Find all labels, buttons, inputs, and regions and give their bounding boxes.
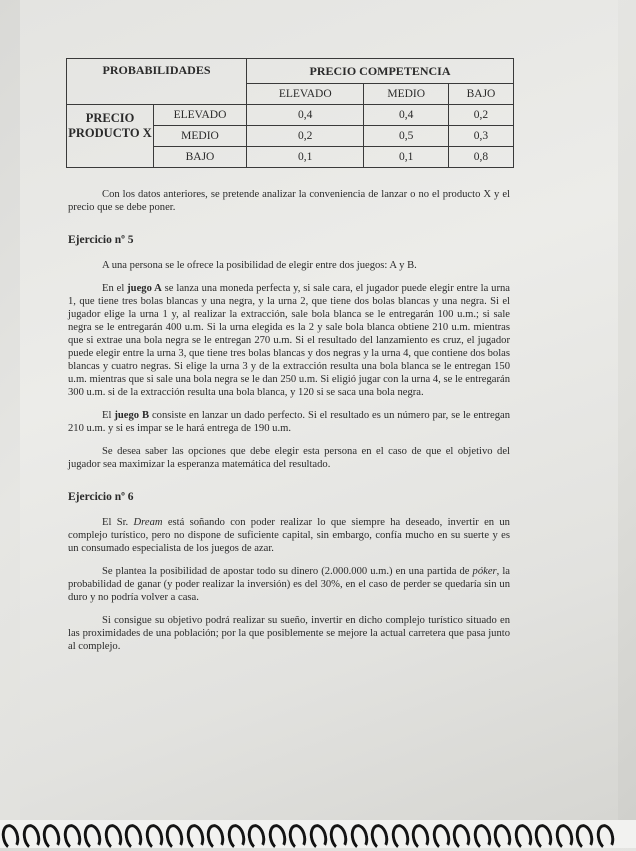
spiral-coil [430,823,452,851]
spiral-coil [450,823,472,851]
col-header-bajo: BAJO [448,84,513,105]
text-span: En el [102,283,128,294]
spiral-coil [307,823,329,851]
table-cell: 0,4 [247,105,364,126]
row-label-elevado: ELEVADO [154,105,247,126]
exercise-6-paragraph-2 [68,565,510,604]
text-span: , la probabilidad de ganar (y poder realizar la inversión) es del 30%, en el caso de perder se quedaría sin un duro y no podría volver a casa. [68,566,510,603]
table-cell: 0,2 [247,126,364,147]
exercise-6-paragraph-3: Si consigue su objetivo podrá realizar su sueño, invertir en dicho complejo turístico situado en las proximidades de una población; por la que posiblemente se mejore la actual carretera que pasa junto al complejo. [68,615,510,652]
table-cell: 0,4 [364,105,448,126]
spiral-coil [491,823,513,851]
document-body [68,188,510,663]
table-cell: 0,2 [448,105,513,126]
col-header-elevado: ELEVADO [247,84,364,105]
spiral-coil [122,823,144,851]
exercise-6-title: Ejercicio nº 6 [68,491,134,503]
spiral-coil [40,823,62,851]
table-cell: 0,1 [247,147,364,168]
text-span: El Sr. [102,517,134,528]
spiral-coil [163,823,185,851]
spiral-coil [327,823,349,851]
table-cell: 0,8 [448,147,513,168]
row-label-medio: MEDIO [154,126,247,147]
spiral-coil [20,823,42,851]
spiral-coil [266,823,288,851]
spiral-coil [225,823,247,851]
intro-paragraph: Con los datos anteriores, se pretende analizar la conveniencia de lanzar o no el producto X y el precio que se debe poner. [68,189,510,213]
table-cell: 0,3 [448,126,513,147]
spiral-coil [143,823,165,851]
game-a-term: juego A [127,283,162,294]
spiral-binding [0,820,636,848]
spiral-coil [553,823,575,851]
spiral-coil [532,823,554,851]
probability-table [66,58,514,168]
spiral-coil [61,823,83,851]
spiral-coil [573,823,595,851]
spiral-coil [184,823,206,851]
text-span: consiste en lanzar un dado perfecto. Si el resultado es un número par, se le entregan 210 u.m. y si es impar se le hará entrega de 190 u.m. [68,410,510,434]
spiral-coil [389,823,411,851]
spiral-coil [286,823,308,851]
table-corner-header: PROBABILIDADES [67,59,247,105]
spiral-coil [512,823,534,851]
col-header-medio: MEDIO [364,84,448,105]
exercise-6-paragraph-1 [68,516,510,555]
table-group-header: PRECIO COMPETENCIA [247,59,514,84]
exercise-5-paragraph-4: Se desea saber las opciones que debe elegir esta persona en el caso de que el objetivo del jugador sea maximizar la esperanza matemática del resultado. [68,446,510,470]
table-cell: 0,1 [364,147,448,168]
exercise-5-title: Ejercicio nº 5 [68,234,134,246]
exercise-5-paragraph-3 [68,409,510,435]
dream-term: Dream [133,517,163,528]
spiral-coil [81,823,103,851]
spiral-coil [102,823,124,851]
spiral-coil [0,823,22,851]
spiral-coil [409,823,431,851]
text-span: está soñando con poder realizar lo que siempre ha deseado, invertir en un complejo turístico, pero no dispone de suficiente capital, sin embargo, confía mucho en su suerte y es un consumado especialista de los juegos de azar. [68,517,510,554]
spiral-coil [348,823,370,851]
spiral-coil [204,823,226,851]
spiral-coil [471,823,493,851]
spiral-coil [368,823,390,851]
text-span: se lanza una moneda perfecta y, si sale cara, el jugador puede elegir entre la urna 1, que tiene tres bolas blancas y una negra, y la urna 2, que tiene dos bolas blancas y una negra. Si el jugador elige la urna 1 y, al realizar la extracción, sale bola blanca se le entregarán 100 u.m.; si sale negra se le entregarán 400 u.m. Si la urna elegida es la 2 y sale bola blanca obtiene 210 u.m. mientras que si extrae una bola negra se le entregan 270 u.m. Si el resultado del lanzamiento es cruz, el jugador puede elegir entre la urna 3, que tiene tres bolas blancas y dos negras y la urna 4, que contiene dos bolas blancas y cuatro negras. Si elige la urna 3 y de la extracción resulta una bola blanca se le entregan 150 u.m. mientras que si sale una bola negra se le dan 250 u.m. Si eligió jugar con la urna 4, se le entregarán 300 u.m. si de la extracción resulta una bola blanca, y 120 si se saca una bola negra. [68,283,510,398]
exercise-5-paragraph-2 [68,282,510,399]
row-label-bajo: BAJO [154,147,247,168]
spiral-coil [245,823,267,851]
row-group-label: PRECIO PRODUCTO X [67,105,154,168]
table-cell: 0,5 [364,126,448,147]
text-span: Se plantea la posibilidad de apostar todo su dinero (2.000.000 u.m.) en una partida de [102,566,473,577]
poker-term: póker [472,566,497,577]
spiral-coil [594,823,616,851]
text-span: El [102,410,115,421]
game-b-term: juego B [114,410,150,421]
exercise-5-paragraph-1: A una persona se le ofrece la posibilidad de elegir entre dos juegos: A y B. [102,260,417,271]
